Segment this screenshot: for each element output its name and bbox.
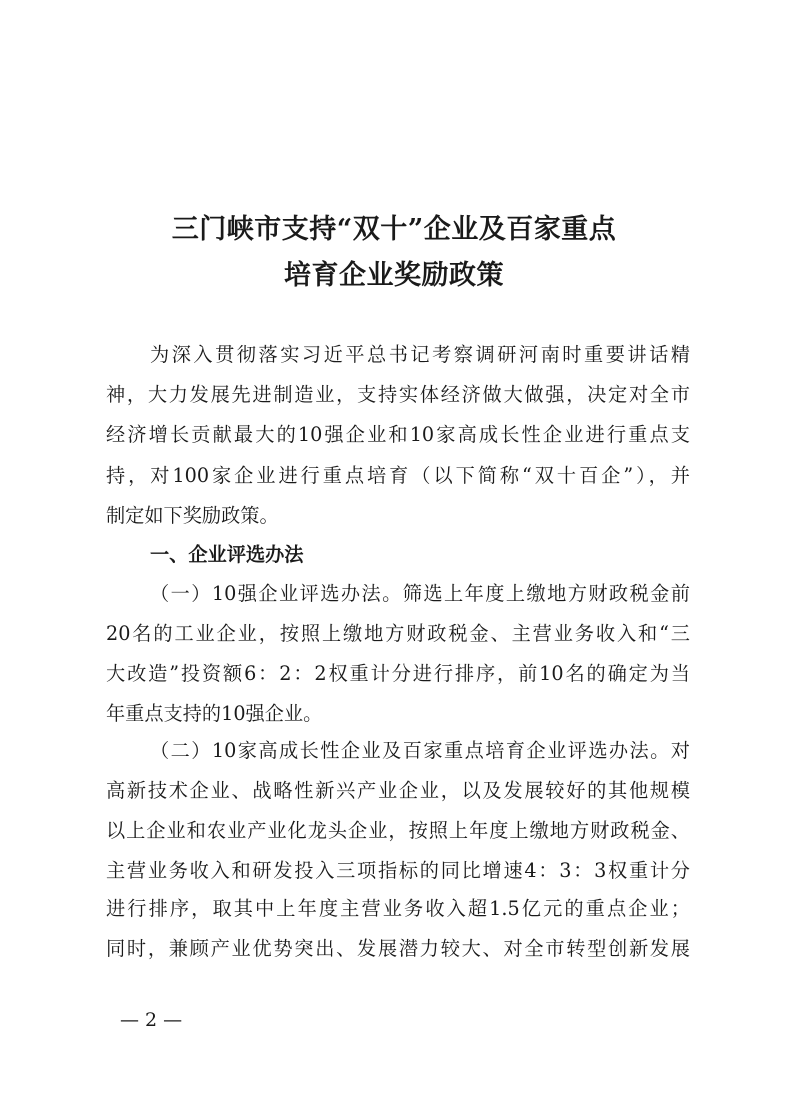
intro-line-1: 为深入贯彻落实习近平总书记考察调研河南时重要讲话精 [150, 343, 690, 366]
intro-line-4: 持，对100家企业进行重点培育（以下简称“双十百企”），并 [106, 464, 690, 487]
para2-line-4: 主营业务收入和研发投入三项指标的同比增速4：3：3权重计分 [106, 859, 690, 882]
intro-line-2: 神，大力发展先进制造业，支持实体经济做大做强，决定对全市 [106, 383, 690, 406]
para2-line-2: 高新技术企业、战略性新兴产业企业，以及发展较好的其他规模 [106, 779, 690, 802]
para2-line-3: 以上企业和农业产业化龙头企业，按照上年度上缴地方财政税金、 [106, 819, 690, 842]
para2-line-1: （二）10家高成长性企业及百家重点培育企业评选办法。对 [150, 739, 690, 762]
para1-line-3: 大改造”投资额6：2：2权重计分进行排序，前10名的确定为当 [106, 662, 690, 685]
intro-line-5: 制定如下奖励政策。 [106, 504, 279, 527]
document-title-line-1: 三门峡市支持“双十”企业及百家重点 [171, 214, 617, 245]
section-heading: 一、企业评选办法 [150, 543, 304, 566]
para1-line-1: （一）10强企业评选办法。筛选上年度上缴地方财政税金前 [150, 582, 690, 605]
document-title-line-2: 培育企业奖励政策 [284, 260, 504, 291]
para2-line-6: 同时，兼顾产业优势突出、发展潜力较大、对全市转型创新发展 [106, 937, 690, 960]
para1-line-4: 年重点支持的10强企业。 [106, 702, 323, 725]
para2-line-5: 进行排序，取其中上年度主营业务收入超1.5亿元的重点企业； [106, 897, 690, 920]
para1-line-2: 20名的工业企业，按照上缴地方财政税金、主营业务收入和“三 [106, 622, 690, 645]
intro-line-3: 经济增长贡献最大的10强企业和10家高成长性企业进行重点支 [106, 423, 690, 446]
page-number: — 2 — [120, 1009, 183, 1031]
